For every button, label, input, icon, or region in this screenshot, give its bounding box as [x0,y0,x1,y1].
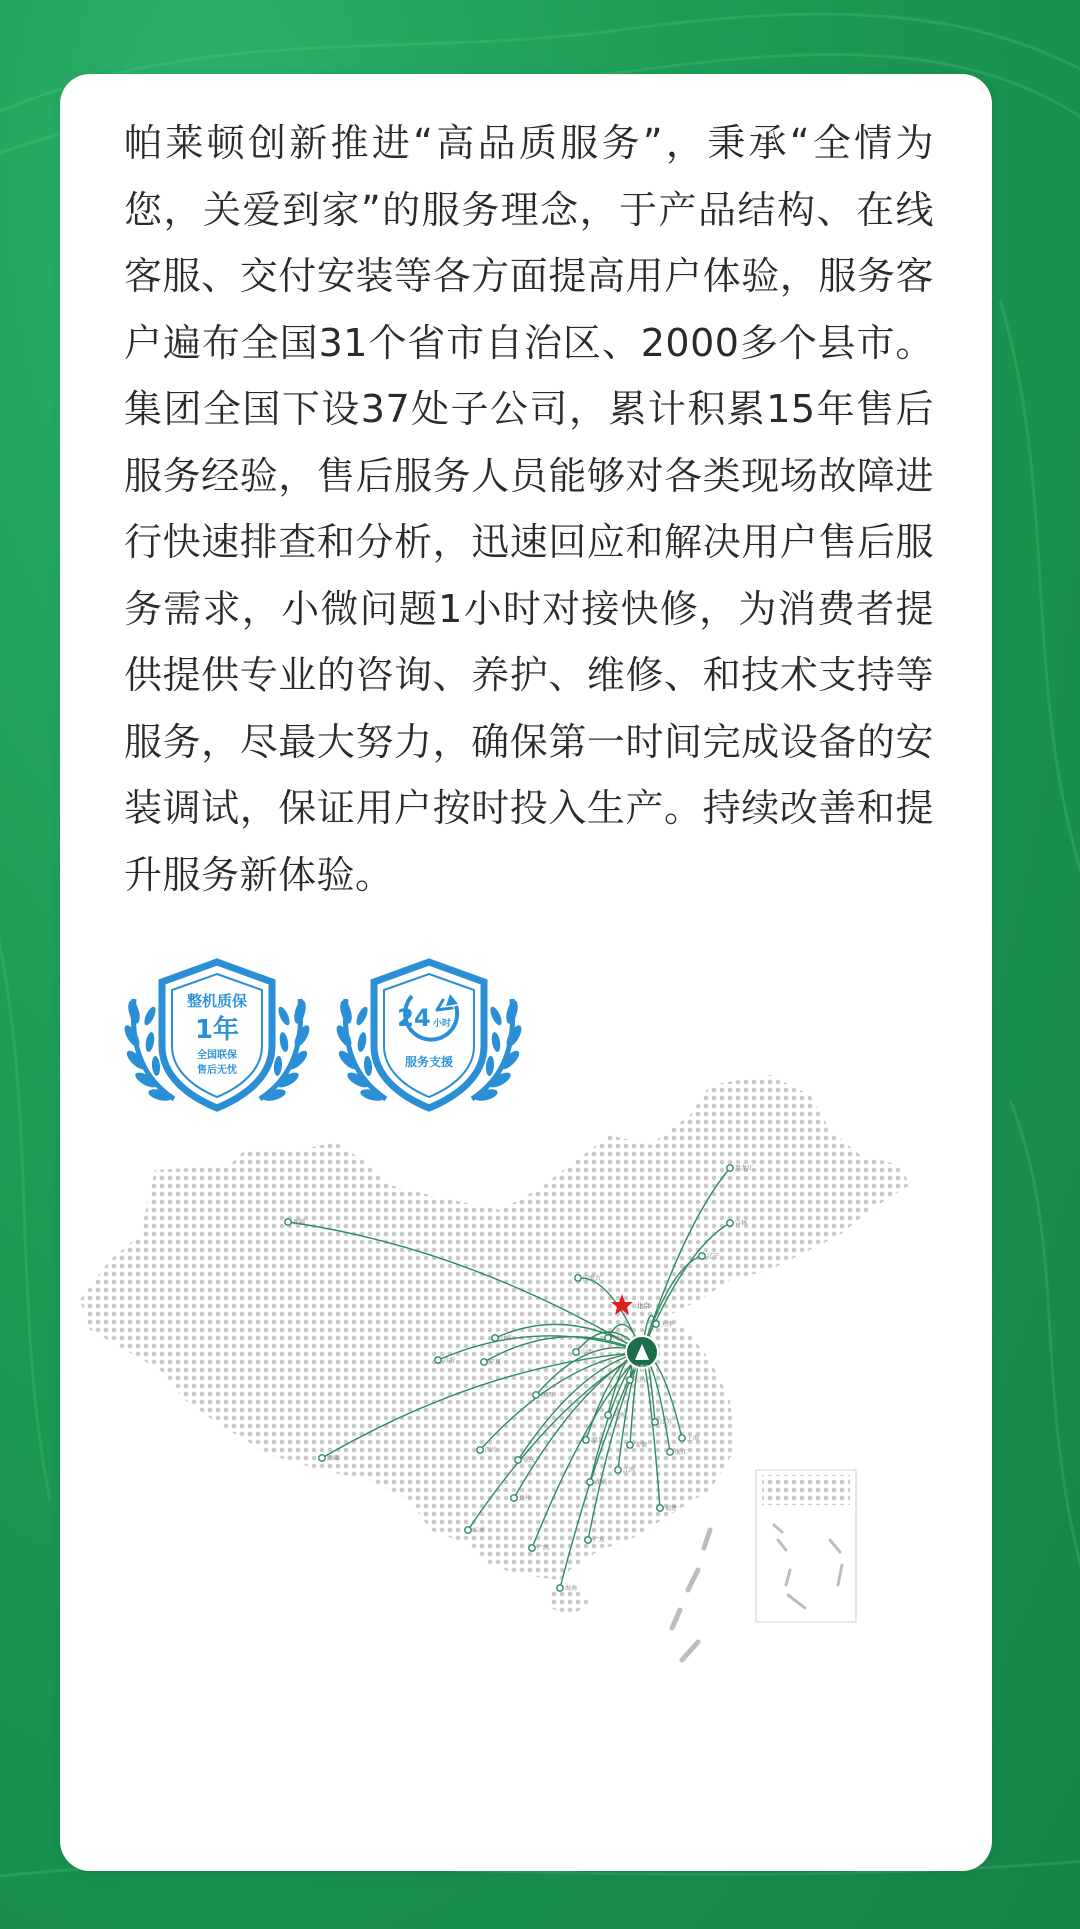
city-marker [573,1349,579,1355]
hub-label: 帕莱顿 [632,1365,652,1372]
city-marker [583,1437,589,1443]
service-network-map [70,1070,992,1830]
service-label: 服务支援 [404,1055,454,1069]
city-label: 海南 [565,1585,578,1592]
city-marker [667,1449,673,1455]
city-label: 广东 [593,1537,606,1544]
city-marker [627,1377,633,1383]
city-marker [492,1335,498,1341]
warranty-value: 1年 [194,1015,240,1045]
city-label: 四川 [485,1447,498,1454]
city-marker [699,1253,705,1259]
city-marker [481,1359,487,1365]
city-label: 浙江 [675,1449,688,1456]
city-label: 甘肃 [500,1335,513,1342]
city-marker [679,1435,685,1441]
service-hours-number: 24 [397,1004,431,1032]
south-china-sea-inset [756,1470,856,1622]
city-label: 新疆 [293,1219,306,1226]
warranty-line-2: 售后无忧 [197,1065,237,1076]
city-label: 吉林 [735,1220,748,1227]
city-label: 陕西 [541,1392,554,1399]
city-label: 黑龙江 [735,1165,754,1172]
service-hours-unit: 小时 [432,1019,452,1029]
intro-paragraph: 帕莱顿创新推进“高品质服务”，秉承“全情为您，关爱到家”的服务理念，于产品结构、在线客服、交付安装等各方面提高用户体验，服务客户遍布全国31个省市自治区、2000多个县市。集团全国下设37处子公司，累计积累15年售后服务经验，售后服务人员能够对各类现场故障进行快速排查和分析，迅速回应和解决用户售后服务需求，小微问题1小时对接快修，为消费者提供提供专业的咨询、养护、维修、和技术支持等服务，尽最大努力，确保第一时间完成设备的安装调试，保证用户按时投入生产。持续改善和提升服务新体验。 [124,121,934,897]
city-marker [285,1219,291,1225]
city-label: 辽宁 [707,1253,720,1260]
city-label: 安徽 [635,1442,648,1449]
city-label: 广西 [537,1545,550,1552]
city-marker [511,1495,517,1501]
city-label: 西藏 [327,1455,340,1462]
city-label: 山东 [635,1377,648,1384]
city-label: 江西 [623,1467,636,1474]
city-marker [533,1392,539,1398]
city-marker [587,1479,593,1485]
city-marker [515,1457,521,1463]
city-label: 河北 [613,1335,626,1342]
city-label: 云南 [473,1527,486,1534]
city-label: 青海 [443,1357,456,1364]
city-label: 上海 [687,1435,700,1442]
city-label: 湖南 [595,1479,608,1486]
city-marker [575,1275,581,1281]
city-label: 贵州 [519,1495,532,1502]
city-marker [605,1335,611,1341]
city-label: 天津 [661,1321,674,1328]
city-marker [727,1220,733,1226]
city-label: 湖北 [591,1437,604,1444]
city-label: 重庆 [523,1457,536,1464]
city-label: 江苏 [660,1419,673,1426]
city-label: 山西 [581,1349,594,1356]
city-marker [529,1545,535,1551]
city-marker [657,1505,663,1511]
nine-dash-line [672,1530,710,1660]
city-marker [627,1442,633,1448]
city-marker [605,1412,611,1418]
city-marker [465,1527,471,1533]
city-marker [435,1357,441,1363]
city-marker [557,1585,563,1591]
city-marker [652,1419,658,1425]
city-label: 内蒙古 [583,1275,602,1282]
content-card [60,74,992,1871]
city-label: 福建 [665,1505,678,1512]
city-label: 河南 [613,1412,626,1419]
city-marker [477,1447,483,1453]
city-marker [585,1537,591,1543]
warranty-line-1: 全国联保 [197,1050,237,1061]
city-marker [615,1467,621,1473]
warranty-title: 整机质保 [186,992,248,1010]
city-marker [319,1455,325,1461]
city-marker [727,1165,733,1171]
city-marker [653,1321,659,1327]
capital-label: 北京 [636,1302,650,1310]
city-label: 宁夏 [489,1359,502,1366]
